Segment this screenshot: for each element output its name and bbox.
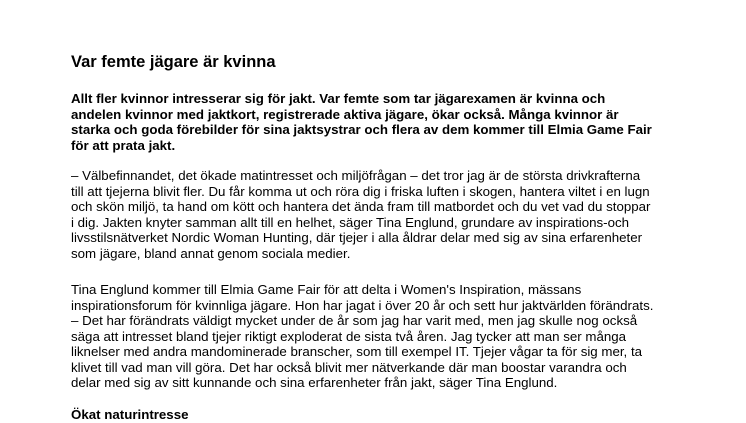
text-line: till att tjejerna blivit fler. Du får komma ut och röra dig i friska luften i skogen, hantera viltet i en lugn: [71, 183, 650, 199]
text-line: och skön miljö, ta hand om kött och hantera det ända fram till matbordet och du vet vad du stoppar: [71, 199, 651, 214]
body-paragraph-2: [71, 282, 711, 391]
text-line: liknelser med andra mandominerade branscher, som till exempel IT. Tjejer vågar ta för sig mer, ta: [71, 344, 643, 359]
text-line: delar med sig av sitt kunnande och sina erfarenheter från jakt, säger Tina Englund.: [71, 375, 558, 390]
text-line: inspirationsforum för kvinnliga jägare. Hon har jagat i över 20 år och sett hur jaktvärlden förändrats.: [71, 297, 654, 313]
text-line: livsstilsnätverket Nordic Woman Hunting, där tjejer i alla åldrar delar med sig av sina erfarenheter: [71, 230, 643, 245]
article-lead-paragraph: [71, 91, 711, 153]
text-line: som jägare, bland annat genom sociala medier.: [71, 245, 351, 261]
text-line: Tina Englund kommer till Elmia Game Fair för att delta i Women's Inspiration, mässans: [71, 282, 582, 297]
text-line: i dig. Jakten knyter samman allt till en helhet, säger Tina Englund, grundare av inspirations-och: [71, 214, 630, 230]
text-line: andelen kvinnor med jaktkort, registrerade aktiva jägare, ökar också. Många kvinnor är: [71, 106, 619, 122]
text-line: för att prata jakt.: [71, 137, 176, 153]
article-title: Var femte jägare är kvinna: [71, 53, 276, 71]
text-line: – Välbefinnandet, det ökade matintresset och miljöfrågan – det tror jag är de största drivkrafterna: [71, 168, 641, 183]
text-line: klivet till vad man vill göra. Det har också blivit mer nätverkande där man boostar varandra och: [71, 359, 627, 375]
section-subheading: Ökat naturintresse: [71, 407, 189, 422]
document-page: [71, 0, 711, 422]
text-line: säga att intresset bland tjejer riktigt exploderat de sista två åren. Jag tycker att man ser många: [71, 328, 627, 344]
body-paragraph-1: [71, 168, 711, 261]
text-line: starka och goda förebilder för sina jaktsystrar och flera av dem kommer till Elmia Game Fair: [71, 122, 652, 137]
text-line: – Det har förändrats väldigt mycket under de år som jag har varit med, men jag skulle nog också: [71, 313, 638, 328]
text-line: Allt fler kvinnor intresserar sig för jakt. Var femte som tar jägarexamen är kvinna och: [71, 91, 606, 106]
